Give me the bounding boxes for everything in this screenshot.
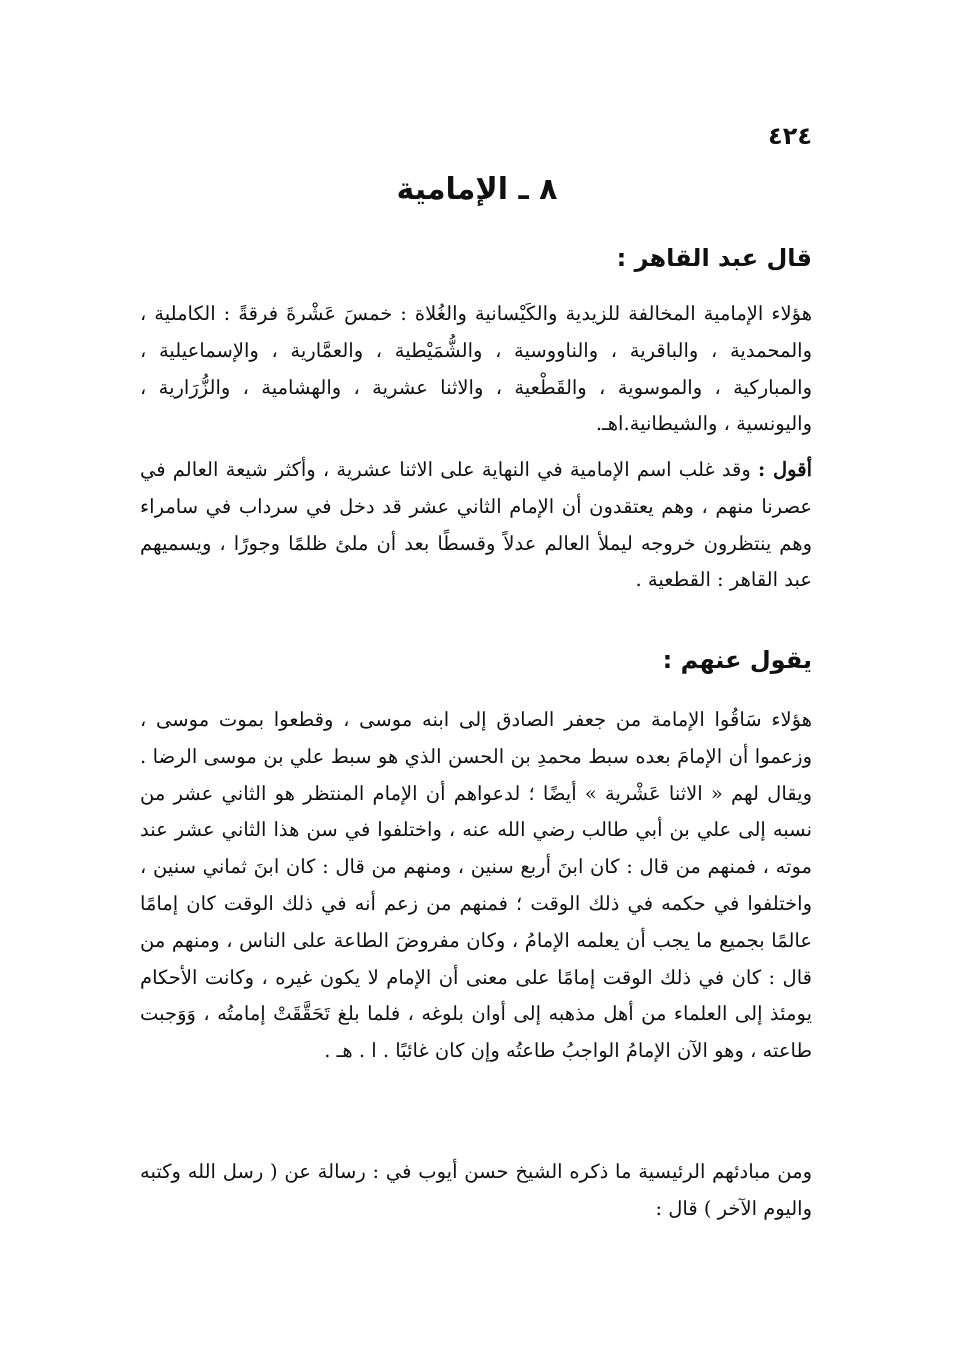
page-number: ٤٢٤ (768, 122, 812, 150)
section-heading-about-them: يقول عنهم : (662, 646, 812, 674)
paragraph-principles-intro: ومن مبادئهم الرئيسية ما ذكره الشيخ حسن أيوب في : رسالة عن ( رسل الله وكتبه واليوم الآخر ) قال : (140, 1160, 812, 1220)
section-heading-abd-al-qahir: قال عبد القاهر : (616, 244, 812, 272)
paragraph-author-comment (140, 452, 812, 599)
paragraph-lead-word: أقول : (758, 458, 813, 481)
paragraph-author-comment-text: وقد غلب اسم الإمامية في النهاية على الاثنا عشرية ، وأكثر شيعة العالم في عصرنا منهم ، وهم يعتقدون أن الإمام الثاني عشر قد دخل في سرداب في سامراء وهم ينتظرون خروجه ليملأ العالم عدلاً وقسطًا بعد أن ملئ ظلمًا وجورًا ، ويسميهم عبد القاهر : القطعية . (140, 458, 812, 592)
paragraph-sects-list: هؤلاء الإمامية المخالفة للزيدية والكَيْسانية والغُلاة : خمسَ عَشْرةَ فرقةً : الكاملية ، والمحمدية ، والباقرية ، والناووسية ، والشُّمَيْطية ، والعمَّارية ، والإسماعيلية ، والمباركية ، والموسوية ، والقَطْعية ، والاثنا عشرية ، والهشامية ، والزُّرَارية ، واليونسية ، والشيطانية.اهـ. (140, 302, 812, 436)
chapter-title: ٨ ـ الإمامية (396, 172, 558, 207)
paragraph-quote: هؤلاء سَاقُوا الإمامة من جعفر الصادق إلى ابنه موسى ، وقطعوا بموت موسى ، وزعموا أن الإمامَ بعده سبط محمدِ بن الحسن الذي هو سبط علي بن موسى الرضا . ويقال لهم « الاثنا عَشْرية » أيضًا ؛ لدعواهم أن الإمام المنتظر هو الثاني عشر من نسبه إلى علي بن أبي طالب رضي الله عنه ، واختلفوا في سن هذا الثاني عشر عند موته ، فمنهم من قال : كان ابنَ أربع سنين ، ومنهم من قال : كان ابنَ ثماني سنين ، واختلفوا في حكمه في ذلك الوقت ؛ فمنهم من زعم أنه في ذلك الوقت كان إمامًا عالمًا بجميع ما يجب أن يعلمه الإمامُ ، وكان مفروضَ الطاعة على الناس ، ومنهم من قال : كان في ذلك الوقت إمامًا على معنى أن الإمام لا يكون غيره ، وكانت الأحكام يومئذ إلى العلماء من أهل مذهبه إلى أوان بلوغه ، فلما بلغ تَحَقَّقَتْ إمامتُه ، وَوَجبت طاعته ، وهو الآن الإمامُ الواجبُ طاعتُه وإن كان غائبًا . ا . هـ . (140, 708, 812, 1063)
